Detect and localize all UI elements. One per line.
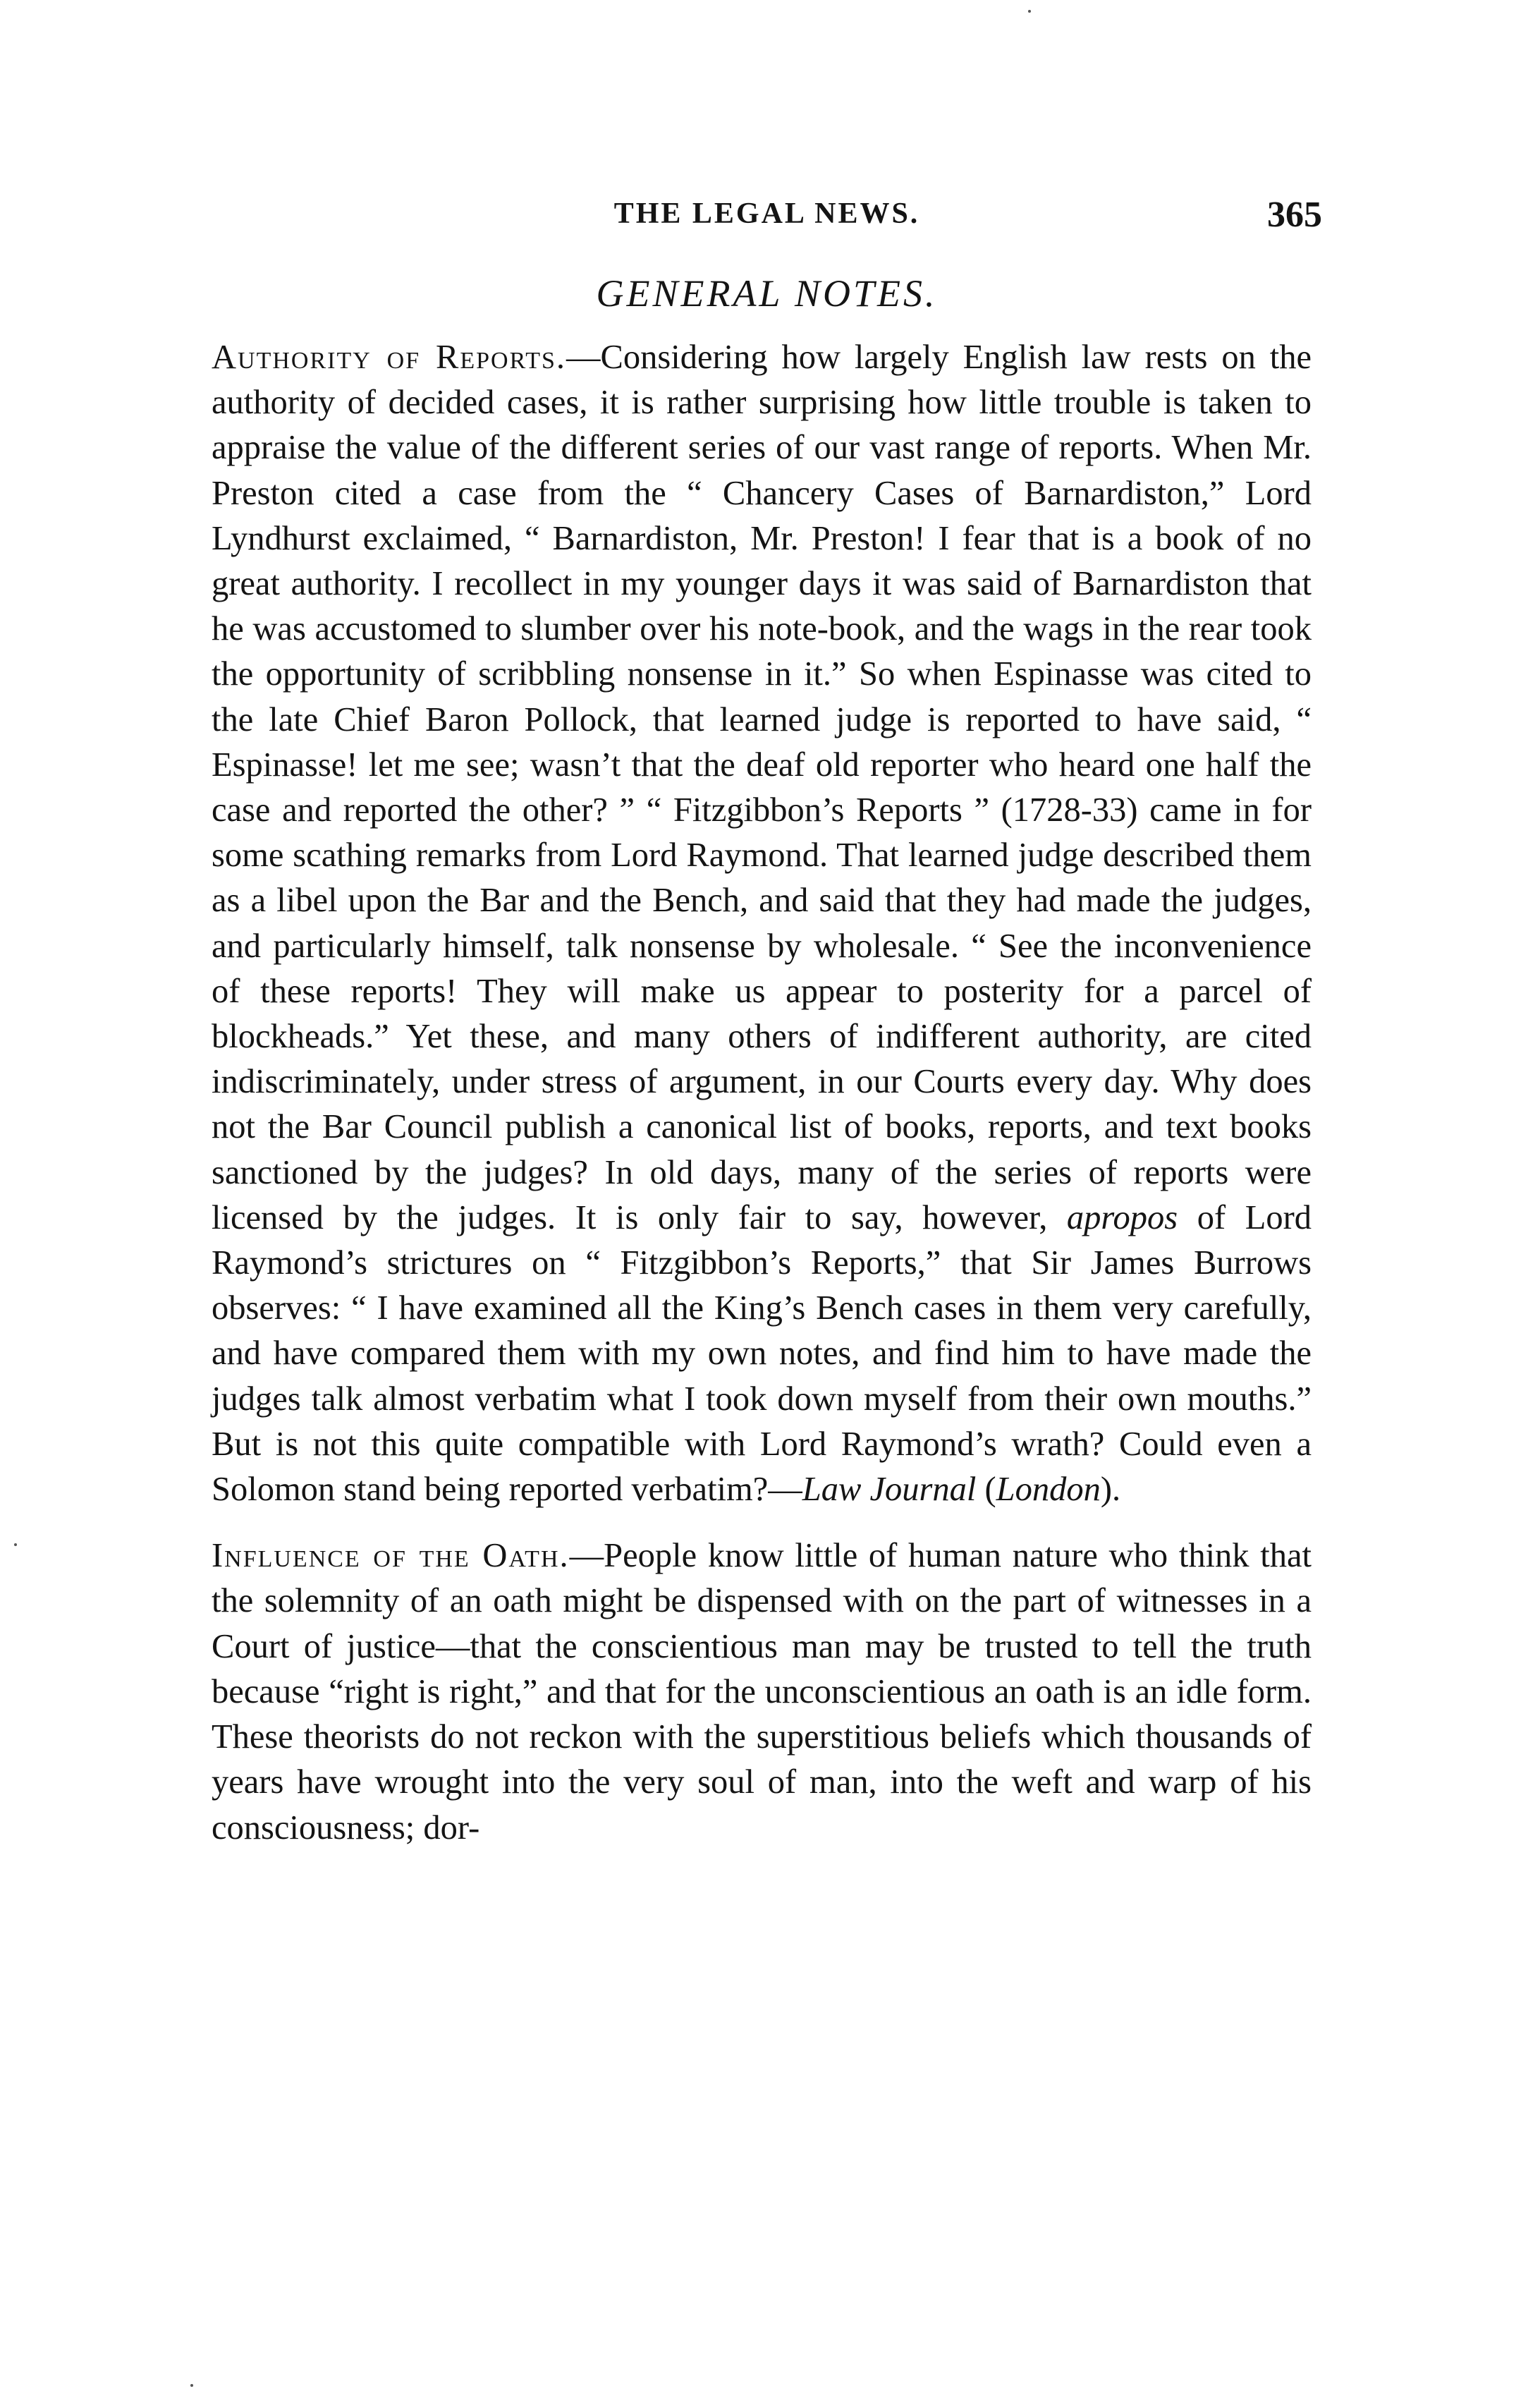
citation-place: London [996,1471,1101,1509]
citation-source: Law Journal [802,1471,977,1509]
paragraph-text: ( [976,1471,996,1509]
paragraph-authority-of-reports [212,335,1312,1512]
paragraph-lead: Influence of the Oath. [212,1537,570,1575]
running-title: THE LEGAL NEWS. [613,197,920,230]
paragraph-influence-of-the-oath [212,1533,1312,1850]
body-text [212,335,1312,1851]
scan-speck [14,1543,17,1546]
paragraph-text: —People know little of human nature who think that the solemnity of an oath might be dispensed with on the part of witnesses in a Court of justice—that the conscientious man may be trusted to tell the truth because “right is right,” and that for the unconscientious an oath is an idle form. These theorists do not reckon with the superstitious beliefs which thousands of years have wrought into the very soul of man, into the weft and warp of his consciousness; dor- [212,1537,1312,1847]
page-number: 365 [1267,195,1322,235]
paragraph-text: ). [1100,1471,1121,1509]
running-head [212,194,1322,243]
paragraph-lead: Authority of Reports. [212,339,567,376]
paragraph-text: of Lord Raymond’s strictures on “ Fitzgibbon’s Reports,” that Sir James Burrows observes: “ I have examined all the King’s Bench cases in them very carefully, and have compared them with my own notes, and find him to have made the judges talk almost verbatim what I took down myself from their own mouths.” But is not this quite compatible with Lord Raymond’s wrath? Could even a Solomon stand being reported verbatim?— [212,1198,1312,1509]
scan-speck [1028,10,1031,13]
scan-speck [190,2384,193,2387]
italic-text: apropos [1066,1198,1178,1236]
section-heading: GENERAL NOTES. [596,272,938,315]
paragraph-text: —Considering how largely English law rests on the authority of decided cases, it is rather surprising how little trouble is taken to appraise the value of the different series of our vast range of reports. When Mr. Preston cited a case from the “ Chancery Cases of Barnardiston,” Lord Lyndhurst exclaimed, “ Barnardiston, Mr. Preston! I fear that is a book of no great authority. I recollect in my younger days it was said of Barnardiston that he was accustomed to slumber over his note-book, and the wags in the rear took the opportunity of scribbling nonsense in it.” So when Espinasse was cited to the late Chief Baron Pollock, that learned judge is reported to have said, “ Espinasse! let me see; wasn’t that the deaf old reporter who heard one half the case and reported the other? ” “ Fitzgibbon’s Reports ” (1728-33) came in for some scathing remarks from Lord Raymond. That learned judge described them as a libel upon the Bar and the Bench, and said that they had made the judges, and particularly himself, talk nonsense by wholesale. “ See the inconvenience of these reports! They will make us appear to posterity for a parcel of blockheads.” Yet these, and many others of indifferent authority, are cited indiscriminately, under stress of argument, in our Courts every day. Why does not the Bar Council publish a canonical list of books, reports, and text books sanctioned by the judges? In old days, many of the series of reports were licensed by the judges. It is only fair to say, however, [212,339,1312,1236]
